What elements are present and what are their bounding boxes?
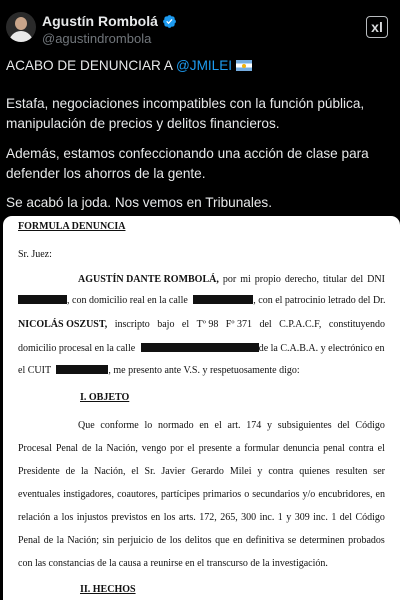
doc-word: en	[150, 512, 161, 523]
doc-word: NICOLÁS OSZUST,	[18, 319, 108, 330]
doc-line-5	[18, 365, 300, 376]
doc-word: Penal	[18, 535, 41, 546]
objeto-line-3	[18, 466, 385, 477]
doc-word: definitiva	[245, 535, 285, 546]
tweet-line-1-text: ACABO DE DENUNCIAR A	[6, 58, 176, 73]
doc-line-2b: , con el patrocinio letrado del Dr.	[253, 295, 386, 306]
doc-word: instigadores,	[63, 489, 115, 500]
doc-word: primarios	[202, 489, 242, 500]
doc-word: Milei	[229, 466, 252, 477]
doc-word: arts.	[178, 512, 196, 523]
doc-word: Código	[355, 420, 385, 431]
doc-word: previstos	[111, 512, 148, 523]
doc-word: mi	[240, 274, 251, 285]
doc-word: Javier	[161, 466, 186, 477]
author-name-row[interactable]	[42, 13, 177, 29]
doc-word: la	[95, 443, 103, 454]
doc-word: DNI	[367, 274, 385, 285]
section-objeto-title: I. OBJETO	[80, 392, 130, 403]
doc-word: secundarios	[252, 489, 300, 500]
doc-word: quienes	[299, 466, 330, 477]
doc-word: y	[257, 466, 263, 477]
doc-line-4b: de la C.A.B.A. y electrónico en	[258, 343, 385, 354]
doc-word: Que	[78, 420, 95, 431]
objeto-line-4	[18, 489, 385, 500]
doc-word: bajo	[157, 319, 175, 330]
argentina-flag-icon	[236, 60, 252, 71]
doc-word: Tº 98	[196, 319, 219, 330]
objeto-line-2	[18, 443, 385, 454]
doc-word: el	[187, 443, 195, 454]
doc-salutation: Sr. Juez:	[18, 249, 52, 260]
doc-word: determinen	[299, 535, 345, 546]
doc-word: 174	[246, 420, 262, 431]
doc-word: los	[61, 512, 74, 523]
doc-word: eventuales	[18, 489, 61, 500]
doc-word: el	[181, 319, 190, 330]
doc-word: 309	[294, 512, 310, 523]
doc-line-2	[18, 295, 385, 306]
doc-word: de	[65, 466, 76, 477]
doc-word: 1	[331, 512, 337, 523]
doc-word: penal	[323, 443, 345, 454]
tweet-paragraph-4: Se acabó la joda. Nos vemos en Tribunales.	[6, 195, 272, 210]
source-logo-icon: xl	[366, 16, 388, 38]
doc-word: Presidente	[18, 466, 60, 477]
doc-word: 172,	[199, 512, 217, 523]
tweet-paragraph-2: Estafa, negociaciones incompatibles con la función pública, manipulación de precios y delitos financieros.	[6, 96, 365, 131]
doc-word: subsiguientes	[277, 420, 332, 431]
doc-word: inc.	[259, 512, 275, 523]
doc-word: formular	[244, 443, 280, 454]
doc-word: la	[80, 466, 89, 477]
doc-line-5a: el CUIT	[18, 365, 51, 376]
doc-line-2a: , con domicilio real en la calle	[67, 295, 188, 306]
doc-word: presente	[198, 443, 232, 454]
doc-word: a	[235, 443, 241, 454]
doc-word: denuncia	[283, 443, 320, 454]
doc-word: 1	[277, 512, 283, 523]
doc-line-1	[78, 274, 385, 285]
doc-line-3	[18, 319, 385, 330]
doc-word: C.P.A.C.F,	[279, 319, 322, 330]
redacted-block	[56, 365, 108, 374]
objeto-line-7: con las constancias de la causa a reunirse en el transcurso de la investigación.	[18, 558, 328, 569]
doc-word: Nación,	[106, 443, 138, 454]
doc-word: el	[214, 420, 222, 431]
tweet-line-1	[6, 56, 252, 76]
doc-word: coautores,	[117, 489, 158, 500]
doc-title: FORMULA DENUNCIA	[18, 221, 126, 232]
author-name[interactable]: Agustín Rombolá	[42, 13, 158, 29]
doc-word: Nación;	[67, 535, 100, 546]
doc-line-5b: , me presento ante V.S. y respetuosamente digo:	[108, 365, 300, 376]
doc-word: del	[350, 274, 364, 285]
doc-word: de	[81, 443, 92, 454]
doc-word: por	[222, 274, 237, 285]
doc-word: titular	[323, 274, 347, 285]
doc-word: conforme	[100, 420, 139, 431]
doc-word: por	[170, 443, 184, 454]
doc-word: constituyendo	[328, 319, 385, 330]
doc-word: y	[267, 420, 273, 431]
doc-word: sin	[102, 535, 115, 546]
doc-word: delitos	[184, 535, 212, 546]
mention-link[interactable]: @JMILEI	[175, 58, 233, 73]
doc-word: AGUSTÍN DANTE ROMBOLÁ,	[78, 274, 219, 285]
verified-badge-icon	[162, 14, 177, 29]
doc-word: que	[215, 535, 230, 546]
doc-word: resulten	[335, 466, 368, 477]
doc-line-4	[18, 343, 384, 354]
doc-word: los	[169, 535, 182, 546]
doc-word: el	[377, 443, 385, 454]
objeto-line-5	[18, 512, 385, 523]
doc-word: inc.	[313, 512, 328, 523]
doc-word: o	[244, 489, 250, 500]
attached-document-image[interactable]	[3, 216, 400, 600]
doc-word: perjuicio	[117, 535, 154, 546]
doc-word: ser	[373, 466, 385, 477]
doc-word: en	[375, 489, 385, 500]
doc-word: en	[233, 535, 243, 546]
tweet-header	[0, 0, 400, 50]
doc-word: y	[286, 512, 292, 523]
doc-word: Procesal	[18, 443, 52, 454]
doc-word: de	[156, 535, 167, 546]
doc-word: inscripto	[114, 319, 150, 330]
doc-word: y/o	[302, 489, 316, 500]
doc-word: Fº 371	[225, 319, 252, 330]
redacted-block	[141, 343, 259, 352]
doc-word: se	[287, 535, 297, 546]
doc-word: del	[259, 319, 272, 330]
doc-word: del	[337, 420, 350, 431]
doc-word: Penal	[55, 443, 79, 454]
doc-word: derecho,	[284, 274, 320, 285]
tweet-paragraph-3: Además, estamos confeccionando una acción de clase para defender los ahorros de la gente.	[6, 146, 369, 181]
section-hechos-title: II. HECHOS	[80, 584, 136, 595]
doc-word: art.	[227, 420, 241, 431]
doc-word: en	[199, 420, 209, 431]
doc-word: Nación,	[94, 466, 126, 477]
author-handle[interactable]: @agustindrombola	[42, 31, 152, 46]
doc-word: lo	[144, 420, 153, 431]
doc-word: normado	[158, 420, 194, 431]
doc-word: de	[43, 535, 54, 546]
doc-word: a	[53, 512, 59, 523]
objeto-line-6	[18, 535, 385, 546]
doc-word: la	[56, 535, 64, 546]
redacted-block	[193, 295, 253, 304]
doc-word: 265,	[220, 512, 238, 523]
doc-word: Gerardo	[191, 466, 224, 477]
doc-word: vengo	[141, 443, 167, 454]
avatar[interactable]	[6, 12, 36, 42]
doc-word: contra	[348, 443, 374, 454]
doc-word: el	[131, 466, 139, 477]
doc-word: relación	[18, 512, 51, 523]
doc-word: propio	[254, 274, 281, 285]
doc-word: probados	[348, 535, 385, 546]
doc-word: injustos	[76, 512, 108, 523]
doc-word: Código	[355, 512, 385, 523]
redacted-block	[18, 295, 67, 304]
doc-line-4a: domicilio procesal en la calle	[18, 343, 136, 354]
doc-word: partícipes	[160, 489, 200, 500]
doc-word: los	[163, 512, 176, 523]
doc-word: Sr.	[144, 466, 156, 477]
doc-word: encubridores,	[318, 489, 373, 500]
doc-word: del	[339, 512, 352, 523]
doc-word: 300	[241, 512, 257, 523]
doc-word: contra	[268, 466, 294, 477]
objeto-line-1	[78, 420, 385, 431]
